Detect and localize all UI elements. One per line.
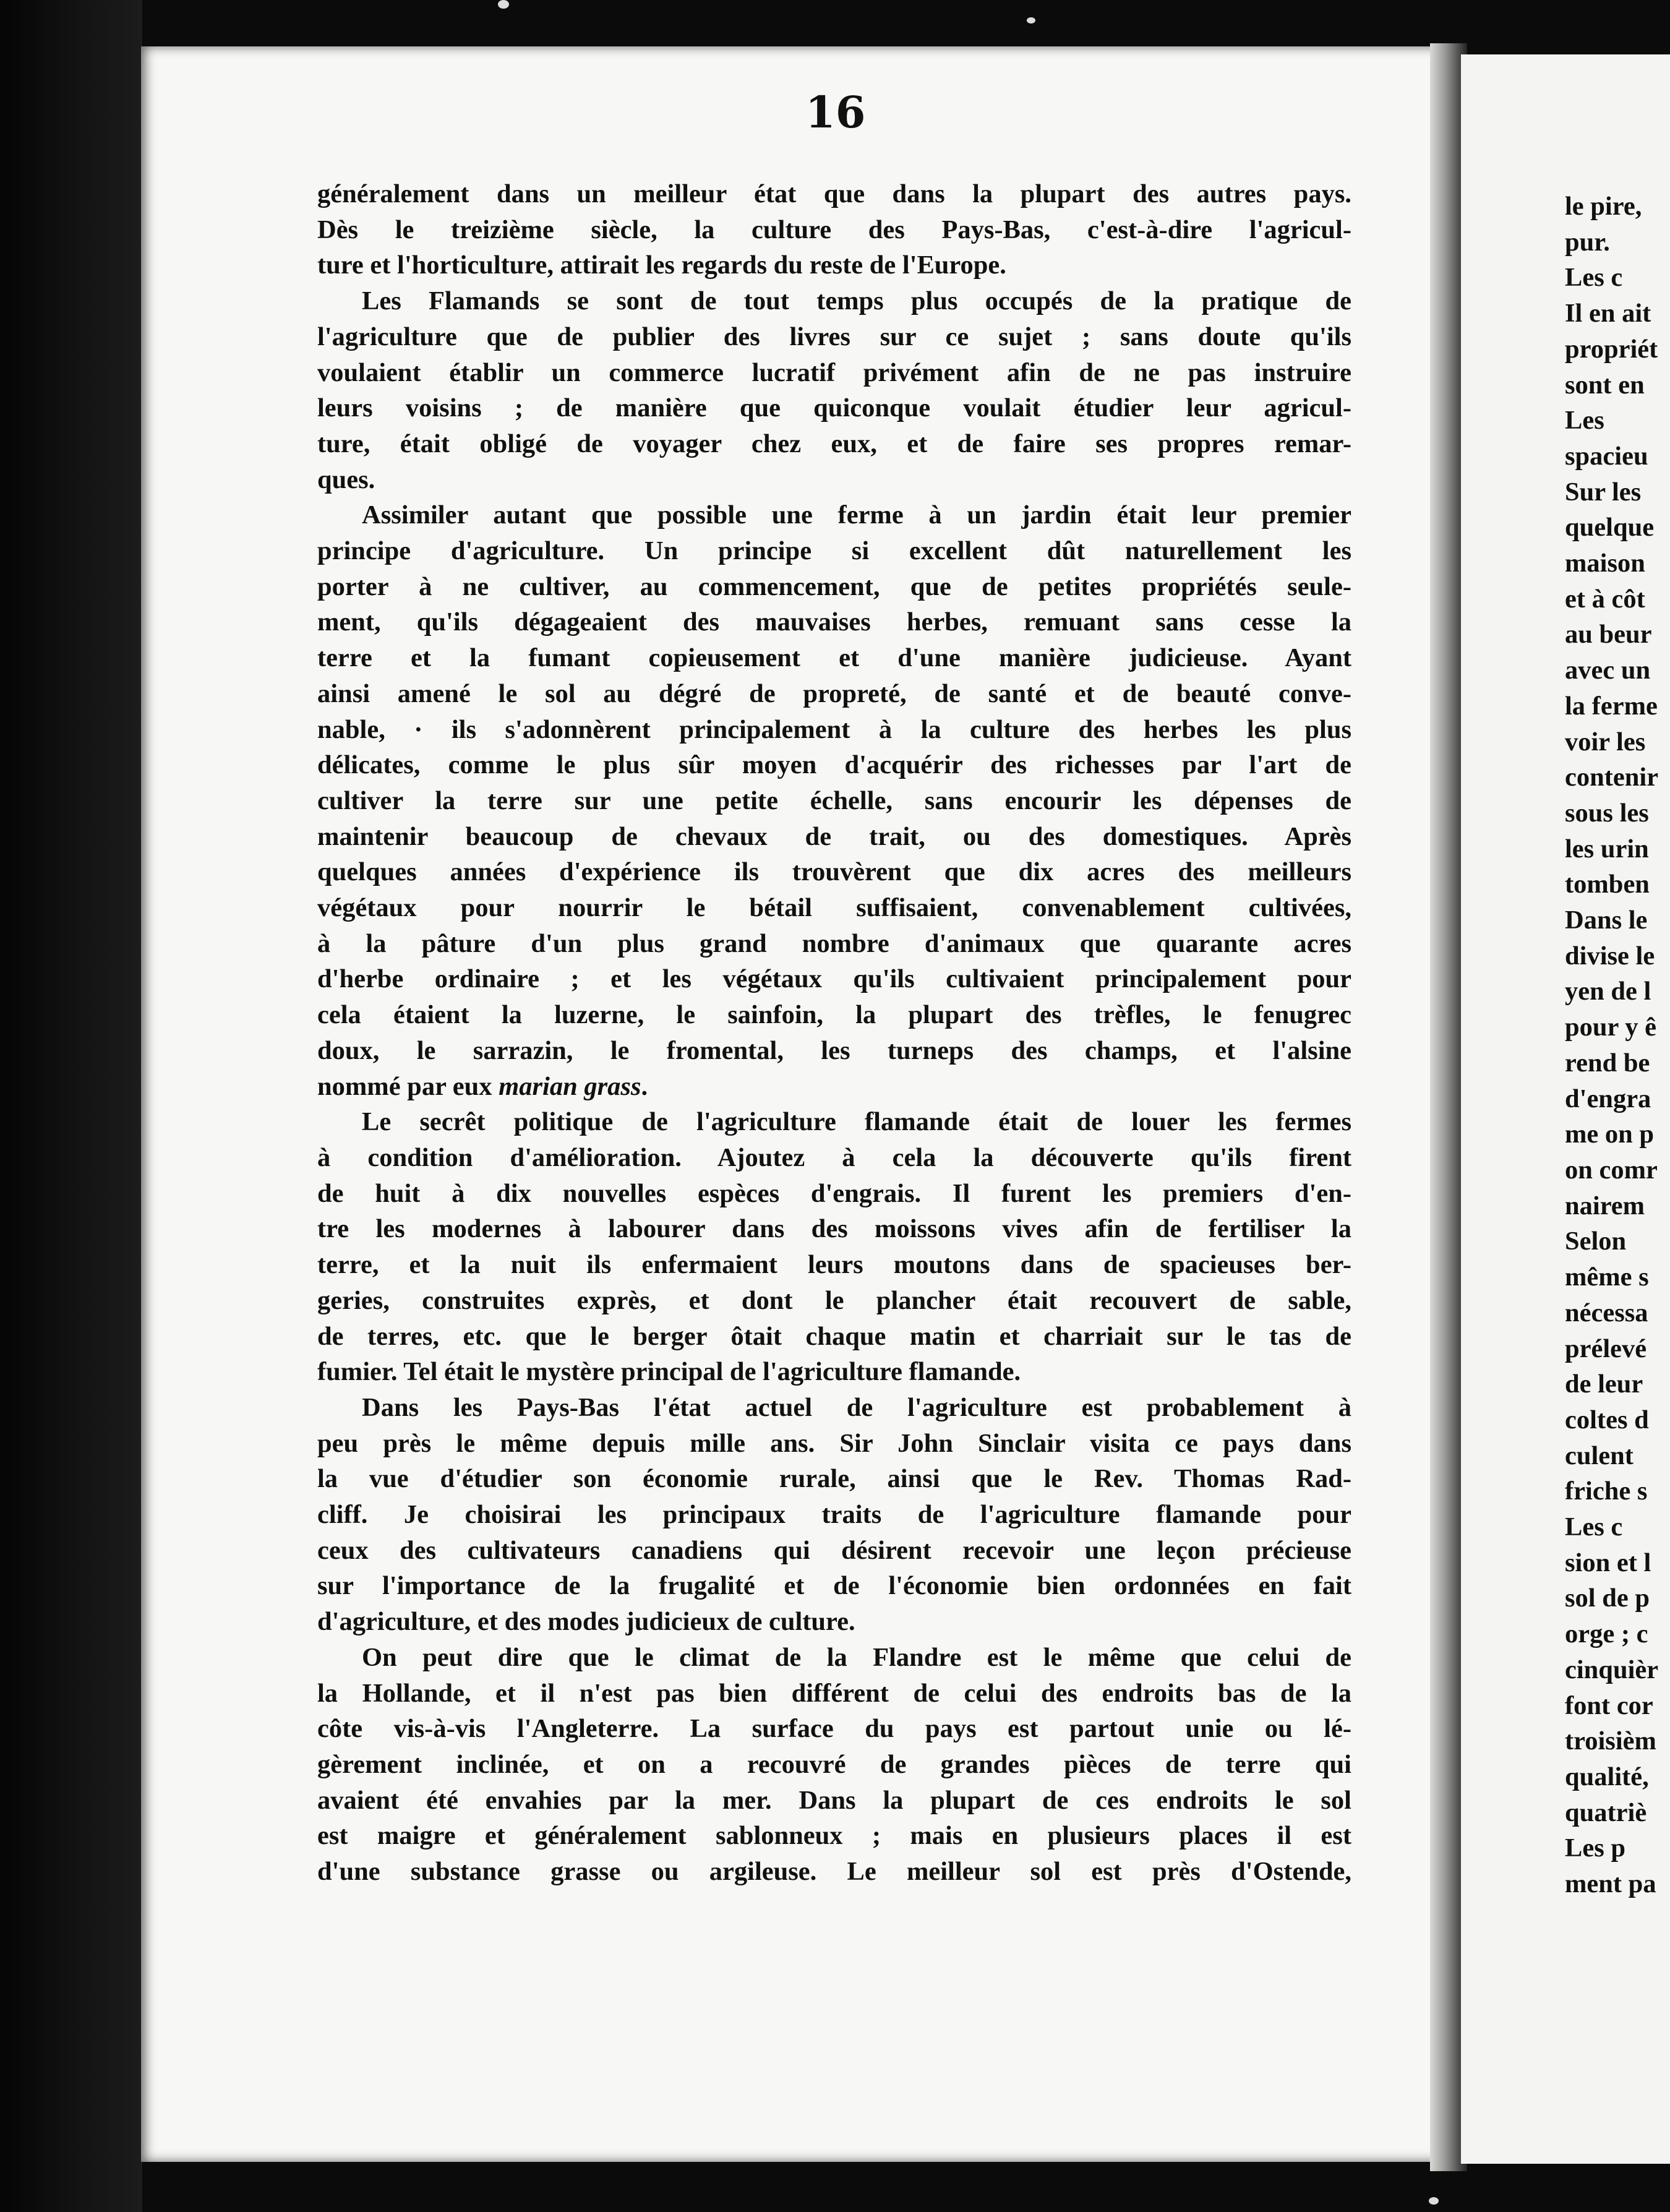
right-page-line: et à côt [1565, 584, 1645, 614]
right-page-line: au beur [1565, 620, 1652, 649]
right-page-line: sol de p [1565, 1584, 1650, 1613]
text-line: Les Flamands se sont de tout temps plus occupés de la pratique de [362, 286, 1351, 316]
text-line: végétaux pour nourrir le bétail suffisaient, convenablement cultivées, [317, 893, 1351, 923]
right-page-line: divise le [1565, 941, 1655, 971]
text-line: tre les modernes à labourer dans des moissons vives afin de fertiliser la [317, 1214, 1351, 1244]
right-page-line: pur. [1565, 227, 1610, 257]
text-line: la Hollande, et il n'est pas bien différent de celui des endroits bas de la [317, 1678, 1351, 1708]
right-page-line: coltes d [1565, 1405, 1649, 1434]
text-line: On peut dire que le climat de la Flandre est le même que celui de [362, 1642, 1351, 1672]
right-page-line: propriét [1565, 334, 1658, 364]
right-page-line: font cor [1565, 1691, 1653, 1720]
right-page-line: sont en [1565, 370, 1645, 400]
text-line: voulaient établir un commerce lucratif privément afin de ne pas instruire [317, 358, 1351, 387]
right-page-line: cinquièr [1565, 1655, 1659, 1684]
right-page-line: prélevé [1565, 1334, 1647, 1363]
right-page-line: pour y ê [1565, 1013, 1656, 1042]
text-line: avaient été envahies par la mer. Dans la plupart de ces endroits le sol [317, 1785, 1351, 1815]
text-line: fumier. Tel était le mystère principal de l'agriculture flamande. [317, 1357, 1021, 1387]
right-page-line: orge ; c [1565, 1619, 1648, 1649]
right-page-line: ment pa [1565, 1869, 1656, 1899]
right-page-line: rend be [1565, 1048, 1650, 1078]
text-line: terre et la fumant copieusement et d'une manière judicieuse. Ayant [317, 643, 1351, 673]
right-page-line: contenir [1565, 763, 1659, 792]
text-line: à condition d'amélioration. Ajoutez à cela la découverte qu'ils firent [317, 1142, 1351, 1172]
text-line: gèrement inclinée, et on a recouvré de grandes pièces de terre qui [317, 1749, 1351, 1779]
right-page-line: yen de l [1565, 977, 1651, 1006]
speck [1429, 2197, 1439, 2205]
right-page-line: me on p [1565, 1120, 1655, 1149]
text-line: à la pâture d'un plus grand nombre d'animaux que quarante acres [317, 928, 1351, 958]
right-page-line: sion et l [1565, 1548, 1651, 1577]
text-line: est maigre et généralement sablonneux ; mais en plusieurs places il est [317, 1821, 1351, 1851]
text-line: Dès le treizième siècle, la culture des Pays-Bas, c'est-à-dire l'agricul- [317, 215, 1351, 244]
right-page-line: quatriè [1565, 1798, 1647, 1827]
right-page-line: qualité, [1565, 1762, 1649, 1791]
text-line: Assimiler autant que possible une ferme à un jardin était leur premier [362, 500, 1351, 530]
right-page-line: Les p [1565, 1833, 1626, 1863]
right-page-line: Sur les [1565, 477, 1642, 507]
text-line: Le secrêt politique de l'agriculture flamande était de louer les fermes [362, 1107, 1351, 1137]
speck [498, 0, 509, 9]
right-page-line: maison [1565, 549, 1645, 578]
text-line: côte vis-à-vis l'Angleterre. La surface du pays est partout unie ou lé- [317, 1714, 1351, 1744]
right-page-line: voir les [1565, 727, 1646, 757]
text-line: nable, · ils s'adonnèrent principalement à la culture des herbes les plus [317, 714, 1351, 744]
right-page-line: même s [1565, 1262, 1649, 1292]
right-page-line: tomben [1565, 870, 1650, 899]
right-page-line: Selon [1565, 1227, 1627, 1256]
text-line: sur l'importance de la frugalité et de l'économie bien ordonnées en fait [317, 1571, 1351, 1601]
text-line: peu près le même depuis mille ans. Sir John Sinclair visita ce pays dans [317, 1428, 1351, 1458]
text-line: maintenir beaucoup de chevaux de trait, ou des domestiques. Après [317, 821, 1351, 851]
text-line: geries, construites exprès, et dont le plancher était recouvert de sable, [317, 1285, 1351, 1315]
right-page-line: on comr [1565, 1155, 1658, 1185]
right-page-line: nairem [1565, 1191, 1645, 1220]
right-page-line: quelque [1565, 513, 1655, 542]
right-page-line: culent [1565, 1441, 1634, 1470]
text-line: quelques années d'expérience ils trouvèrent que dix acres des meilleurs [317, 857, 1351, 887]
right-page-line: Il en ait [1565, 299, 1651, 328]
text-line: d'herbe ordinaire ; et les végétaux qu'ils cultivaient principalement pour [317, 964, 1351, 994]
text-line: ceux des cultivateurs canadiens qui désirent recevoir une leçon précieuse [317, 1535, 1351, 1565]
text-line: Dans les Pays-Bas l'état actuel de l'agriculture est probablement à [362, 1392, 1351, 1422]
text-line: cela étaient la luzerne, le sainfoin, la plupart des trèfles, le fenugrec [317, 1000, 1351, 1030]
text-line: ques. [317, 465, 375, 494]
text-line: de huit à dix nouvelles espèces d'engrais. Il furent les premiers d'en- [317, 1178, 1351, 1208]
text-line: de terres, etc. que le berger ôtait chaque matin et charriait sur le tas de [317, 1321, 1351, 1351]
text-line: délicates, comme le plus sûr moyen d'acquérir des richesses par l'art de [317, 750, 1351, 780]
right-page-line: spacieu [1565, 441, 1648, 471]
text-line: ture et l'horticulture, attirait les regards du reste de l'Europe. [317, 251, 1006, 280]
right-page-line: les urin [1565, 834, 1649, 864]
text-line: d'une substance grasse ou argileuse. Le meilleur sol est près d'Ostende, [317, 1857, 1351, 1887]
text-line: principe d'agriculture. Un principe si excellent dût naturellement les [317, 536, 1351, 566]
right-page-line: Les c [1565, 1512, 1623, 1542]
right-page-line: Dans le [1565, 906, 1648, 935]
text-line: la vue d'étudier son économie rurale, ainsi que le Rev. Thomas Rad- [317, 1464, 1351, 1494]
right-page-text-fragments [1565, 189, 1670, 1902]
page-number: 16 [805, 87, 866, 138]
text-line: ture, était obligé de voyager chez eux, et de faire ses propres remar- [317, 429, 1351, 458]
text-line: leurs voisins ; de manière que quiconque voulait étudier leur agricul- [317, 393, 1351, 423]
text-line: nommé par eux marian grass. [317, 1071, 648, 1101]
right-page-line: la ferme [1565, 691, 1658, 721]
right-page-line: nécessa [1565, 1298, 1648, 1327]
left-page-text [317, 176, 1351, 1890]
right-page-line: troisièm [1565, 1726, 1656, 1756]
right-page-line: Les c [1565, 263, 1623, 293]
right-page-line: de leur [1565, 1370, 1643, 1399]
text-line: cultiver la terre sur une petite échelle, sans encourir les dépenses de [317, 786, 1351, 815]
text-line: généralement dans un meilleur état que dans la plupart des autres pays. [317, 179, 1351, 208]
right-page-line: le pire, [1565, 192, 1642, 221]
right-page-line: Les [1565, 406, 1604, 435]
text-line: porter à ne cultiver, au commencement, que de petites propriétés seule- [317, 572, 1351, 601]
text-line: d'agriculture, et des modes judicieux de culture. [317, 1607, 855, 1637]
scan-background-left [0, 0, 142, 2212]
text-line: terre, et la nuit ils enfermaient leurs moutons dans de spacieuses ber- [317, 1250, 1351, 1280]
right-page-line: avec un [1565, 656, 1651, 685]
right-page-line: friche s [1565, 1477, 1648, 1506]
text-line: doux, le sarrazin, le fromental, les turneps des champs, et l'alsine [317, 1035, 1351, 1065]
right-page-line: sous les [1565, 798, 1649, 828]
text-line: cliff. Je choisirai les principaux traits de l'agriculture flamande pour [317, 1500, 1351, 1530]
right-page-line: d'engra [1565, 1084, 1651, 1113]
text-line: l'agriculture que de publier des livres sur ce sujet ; sans doute qu'ils [317, 322, 1351, 351]
speck [1027, 17, 1035, 24]
text-line: ment, qu'ils dégageaient des mauvaises herbes, remuant sans cesse la [317, 607, 1351, 637]
text-line: ainsi amené le sol au dégré de propreté, de santé et de beauté conve- [317, 679, 1351, 708]
